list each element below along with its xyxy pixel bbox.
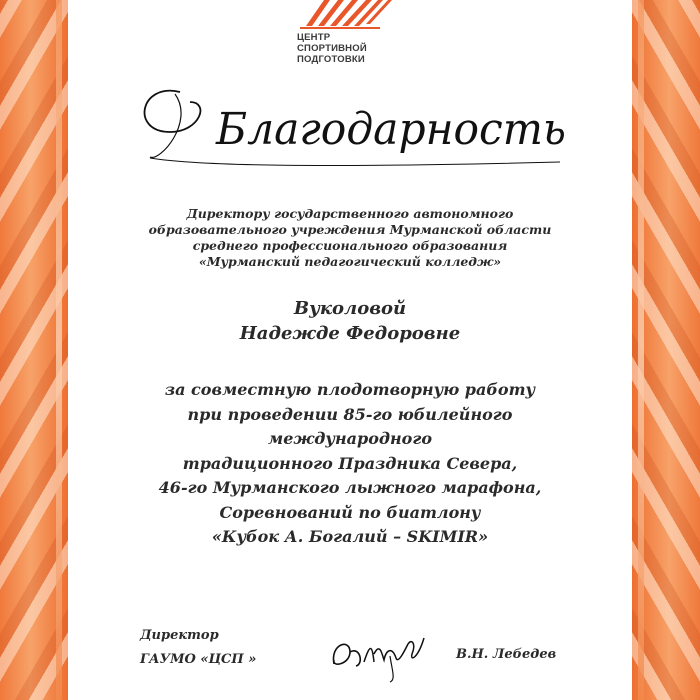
logo-line: ПОДГОТОВКИ bbox=[297, 54, 365, 65]
reason-line: при проведении 85-го юбилейного bbox=[187, 404, 513, 424]
recipient-org-line: Директору государственного автономного bbox=[186, 206, 514, 221]
reason-line: Соревнований по биатлону bbox=[219, 502, 481, 522]
reason-line: традиционного Праздника Севера, bbox=[182, 453, 518, 473]
recipient-name-line: Вуколовой bbox=[293, 298, 407, 319]
signatory-position-line: ГАУМО «ЦСП » bbox=[140, 652, 257, 667]
logo-line: СПОРТИВНОЙ bbox=[297, 43, 367, 54]
recipient-org-line: среднего профессионального образования bbox=[192, 238, 508, 253]
decorative-border-right bbox=[632, 0, 700, 700]
decorative-border-left bbox=[0, 0, 68, 700]
recipient-organization bbox=[90, 206, 610, 270]
recipient-name-line: Надежде Федоровне bbox=[239, 323, 461, 344]
title-text: Благодарность bbox=[215, 104, 566, 155]
reason-line: международного bbox=[268, 429, 432, 448]
recipient-name bbox=[90, 296, 610, 346]
signatory-name: В.Н. Лебедев bbox=[456, 647, 557, 662]
recipient-org-line: образовательного учреждения Мурманской области bbox=[148, 222, 552, 237]
award-reason bbox=[90, 378, 610, 550]
reason-line: за совместную плодотворную работу bbox=[164, 380, 536, 399]
certificate-title bbox=[120, 72, 580, 172]
reason-line: «Кубок А. Богалий – SKIMIR» bbox=[211, 527, 489, 546]
logo-caption bbox=[297, 32, 417, 65]
signatory-position-line: Директор bbox=[140, 628, 219, 643]
signatory-position bbox=[140, 624, 256, 672]
reason-line: 46-го Мурманского лыжного марафона, bbox=[158, 478, 542, 497]
logo-line: ЦЕНТР bbox=[297, 32, 331, 43]
recipient-org-line: «Мурманский педагогический колледж» bbox=[198, 254, 502, 269]
handwritten-signature-icon bbox=[320, 624, 440, 684]
